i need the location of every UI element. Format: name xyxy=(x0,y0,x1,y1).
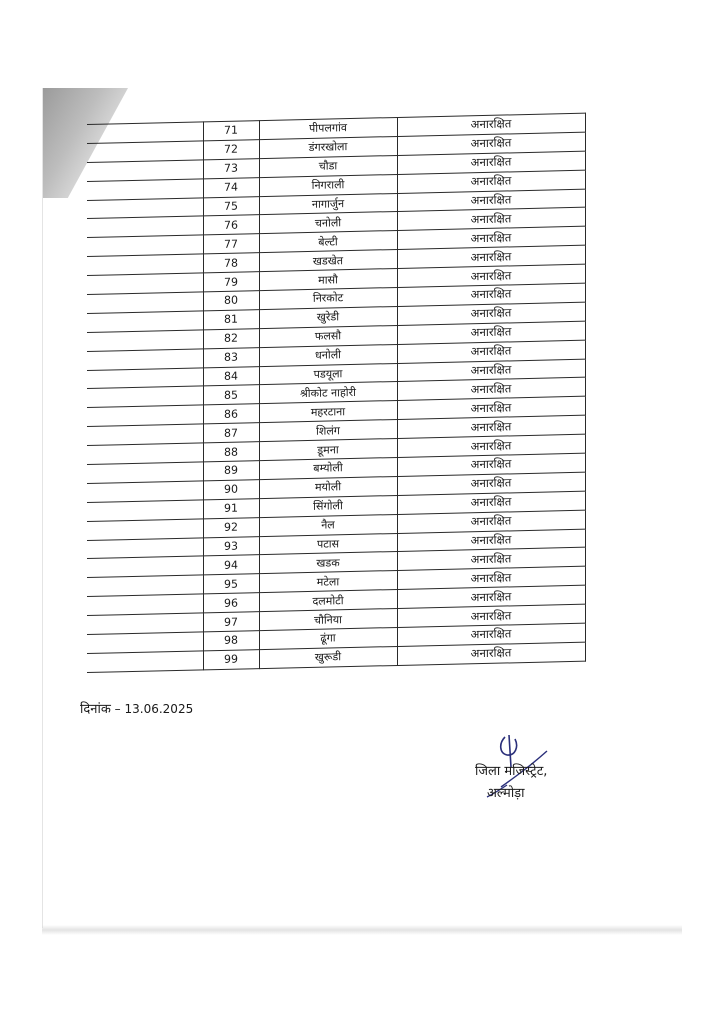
village-name-cell: सिंगोली xyxy=(259,495,397,517)
reservation-status-cell: अनारक्षित xyxy=(397,510,585,533)
reservation-status-cell: अनारक्षित xyxy=(397,245,585,268)
village-name-cell: चौनिया xyxy=(259,609,397,631)
reservation-status-cell: अनारक्षित xyxy=(397,623,585,646)
reservation-status-cell: अनारक्षित xyxy=(397,132,585,155)
reservation-status-cell: अनारक्षित xyxy=(397,283,585,306)
reservation-status-cell: अनारक्षित xyxy=(397,208,585,231)
district-name: अल्मोड़ा xyxy=(487,786,525,801)
reservation-status-cell: अनारक्षित xyxy=(397,264,585,287)
serial-number-cell: 81 xyxy=(203,310,259,330)
serial-number-cell: 79 xyxy=(203,272,259,292)
reservation-status-cell: अनारक्षित xyxy=(397,491,585,514)
serial-number-cell: 74 xyxy=(203,177,259,197)
village-name-cell: पडयूला xyxy=(259,363,397,385)
reservation-status-cell: अनारक्षित xyxy=(397,604,585,627)
reservation-status-cell: अनारक्षित xyxy=(397,340,585,363)
reservation-status-cell: अनारक्षित xyxy=(397,113,585,136)
serial-number-cell: 91 xyxy=(203,498,259,518)
reservation-status-cell: अनारक्षित xyxy=(397,170,585,193)
village-name-cell: मटेला xyxy=(259,571,397,593)
reservation-status-cell: अनारक्षित xyxy=(397,151,585,174)
serial-number-cell: 73 xyxy=(203,158,259,178)
village-name-cell: ढूंगा xyxy=(259,628,397,650)
village-name-cell: खडक xyxy=(259,552,397,574)
serial-number-cell: 87 xyxy=(203,423,259,443)
serial-number-cell: 72 xyxy=(203,139,259,159)
serial-number-cell: 99 xyxy=(203,650,259,670)
village-name-cell: महरटाना xyxy=(259,401,397,423)
serial-number-cell: 83 xyxy=(203,347,259,367)
serial-number-cell: 80 xyxy=(203,291,259,311)
reservation-status-cell: अनारक्षित xyxy=(397,302,585,325)
village-name-cell: डूमना xyxy=(259,439,397,461)
reservation-status-cell: अनारक्षित xyxy=(397,434,585,457)
reservation-status-cell: अनारक्षित xyxy=(397,189,585,212)
village-name-cell: पीपलगांव xyxy=(259,117,397,139)
village-name-cell: निरकोट xyxy=(259,287,397,309)
blank-cell xyxy=(87,651,203,673)
serial-number-cell: 90 xyxy=(203,480,259,500)
reservation-status-cell: अनारक्षित xyxy=(397,585,585,608)
reservation-status-cell: अनारक्षित xyxy=(397,529,585,552)
village-name-cell: बेल्टी xyxy=(259,231,397,253)
date-value: 13.06.2025 xyxy=(124,702,194,716)
village-name-cell: खुरूडी xyxy=(259,646,397,668)
village-name-cell: खुरेडी xyxy=(259,306,397,328)
village-name-cell: नागार्जुन xyxy=(259,193,397,215)
serial-number-cell: 96 xyxy=(203,593,259,613)
village-name-cell: चनोली xyxy=(259,212,397,234)
reservation-status-cell: अनारक्षित xyxy=(397,567,585,590)
reservation-table-wrapper xyxy=(87,113,586,673)
serial-number-cell: 94 xyxy=(203,555,259,575)
serial-number-cell: 98 xyxy=(203,631,259,651)
serial-number-cell: 75 xyxy=(203,196,259,216)
village-name-cell: शिलंग xyxy=(259,420,397,442)
village-name-cell: बम्योली xyxy=(259,457,397,479)
village-name-cell: खडखेत xyxy=(259,250,397,272)
reservation-status-cell: अनारक्षित xyxy=(397,453,585,476)
reservation-status-cell: अनारक्षित xyxy=(397,642,585,665)
date-line xyxy=(80,699,193,717)
serial-number-cell: 85 xyxy=(203,385,259,405)
serial-number-cell: 89 xyxy=(203,461,259,481)
serial-number-cell: 92 xyxy=(203,517,259,537)
village-name-cell: चौडा xyxy=(259,155,397,177)
village-name-cell: निगराली xyxy=(259,174,397,196)
serial-number-cell: 84 xyxy=(203,366,259,386)
reservation-status-cell: अनारक्षित xyxy=(397,378,585,401)
reservation-table xyxy=(87,113,586,673)
serial-number-cell: 93 xyxy=(203,536,259,556)
village-name-cell: मयोली xyxy=(259,476,397,498)
reservation-status-cell: अनारक्षित xyxy=(397,548,585,571)
serial-number-cell: 88 xyxy=(203,442,259,462)
scan-bottom-edge xyxy=(42,925,682,935)
serial-number-cell: 86 xyxy=(203,404,259,424)
serial-number-cell: 95 xyxy=(203,574,259,594)
reservation-status-cell: अनारक्षित xyxy=(397,472,585,495)
designation: जिला मजिस्ट्रेट, xyxy=(475,764,548,779)
village-name-cell: नैल xyxy=(259,514,397,536)
reservation-status-cell: अनारक्षित xyxy=(397,415,585,438)
village-name-cell: डंगरखोला xyxy=(259,136,397,158)
village-name-cell: पटास xyxy=(259,533,397,555)
reservation-status-cell: अनारक्षित xyxy=(397,227,585,250)
village-name-cell: मासौ xyxy=(259,269,397,291)
village-name-cell: धनोली xyxy=(259,344,397,366)
reservation-status-cell: अनारक्षित xyxy=(397,321,585,344)
serial-number-cell: 97 xyxy=(203,612,259,632)
serial-number-cell: 78 xyxy=(203,253,259,273)
village-name-cell: फलसौ xyxy=(259,325,397,347)
serial-number-cell: 77 xyxy=(203,234,259,254)
date-label: दिनांक xyxy=(80,702,111,717)
date-separator: – xyxy=(114,702,121,716)
serial-number-cell: 71 xyxy=(203,121,259,141)
village-name-cell: श्रीकोट नाहोरी xyxy=(259,382,397,404)
serial-number-cell: 82 xyxy=(203,328,259,348)
signature-block xyxy=(465,733,575,813)
page-edge xyxy=(42,88,43,928)
table-body xyxy=(87,113,585,672)
village-name-cell: दलमोटी xyxy=(259,590,397,612)
reservation-status-cell: अनारक्षित xyxy=(397,359,585,382)
reservation-status-cell: अनारक्षित xyxy=(397,397,585,420)
serial-number-cell: 76 xyxy=(203,215,259,235)
